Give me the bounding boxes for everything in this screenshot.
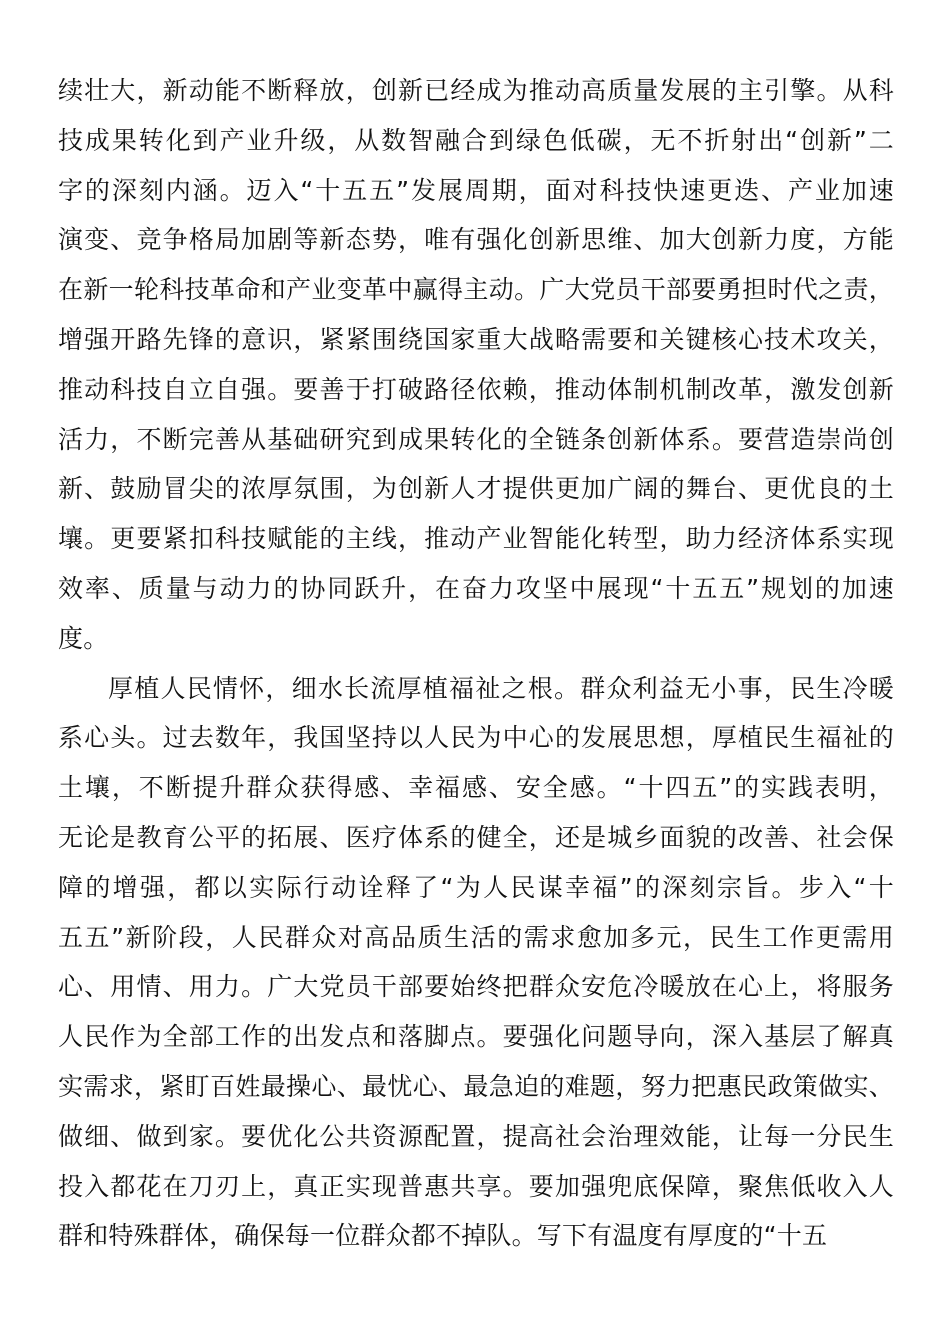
text-line: 字的深刻内涵。迈入“十五五”发展周期，面对科技快速更迭、产业加速 [58, 175, 894, 205]
text-line: 效率、质量与动力的协同跃升，在奋力攻坚中展现“十五五”规划的加速 [58, 573, 894, 603]
text-line: 度。 [58, 623, 109, 653]
text-line: 实需求，紧盯百姓最操心、最忧心、最急迫的难题，努力把惠民政策做实、 [58, 1071, 894, 1101]
text-line: 续壮大，新动能不断释放，创新已经成为推动高质量发展的主引擎。从科 [58, 76, 894, 105]
text-line: 增强开路先锋的意识，紧紧围绕国家重大战略需要和关键核心技术攻关， [58, 324, 894, 354]
text-line: 人民作为全部工作的出发点和落脚点。要强化问题导向，深入基层了解真 [58, 1022, 894, 1052]
body-text [58, 66, 894, 1261]
text-line: 壤。更要紧扣科技赋能的主线，推动产业智能化转型，助力经济体系实现 [58, 524, 894, 554]
text-line: 投入都花在刀刃上，真正实现普惠共享。要加强兜底保障，聚焦低收入人 [58, 1171, 894, 1201]
text-line: 活力，不断完善从基础研究到成果转化的全链条创新体系。要营造崇尚创 [58, 424, 894, 454]
text-line: 五五”新阶段，人民群众对高品质生活的需求愈加多元，民生工作更需用 [58, 922, 894, 952]
text-line: 障的增强，都以实际行动诠释了“为人民谋幸福”的深刻宗旨。步入“十 [58, 872, 894, 902]
text-line: 土壤，不断提升群众获得感、幸福感、安全感。“十四五”的实践表明， [58, 773, 894, 803]
text-line: 做细、做到家。要优化公共资源配置，提高社会治理效能，让每一分民生 [58, 1121, 894, 1151]
text-line: 技成果转化到产业升级，从数智融合到绿色低碳，无不折射出“创新”二 [58, 125, 894, 155]
paragraph-first-line: 厚植人民情怀，细水长流厚植福祉之根。群众利益无小事，民生冷暖 [108, 673, 894, 703]
text-line: 心、用情、用力。广大党员干部要始终把群众安危冷暖放在心上，将服务 [58, 972, 894, 1002]
text-line: 系心头。过去数年，我国坚持以人民为中心的发展思想，厚植民生福祉的 [58, 723, 894, 753]
text-line: 演变、竞争格局加剧等新态势，唯有强化创新思维、加大创新力度，方能 [58, 225, 894, 255]
text-line: 在新一轮科技革命和产业变革中赢得主动。广大党员干部要勇担时代之责， [58, 275, 894, 305]
text-line: 群和特殊群体，确保每一位群众都不掉队。写下有温度有厚度的“十五 [58, 1221, 828, 1251]
text-line: 推动科技自立自强。要善于打破路径依赖，推动体制机制改革，激发创新 [58, 374, 894, 404]
text-line: 新、鼓励冒尖的浓厚氛围，为创新人才提供更加广阔的舞台、更优良的土 [58, 474, 894, 504]
text-line: 无论是教育公平的拓展、医疗体系的健全，还是城乡面貌的改善、社会保 [58, 822, 894, 852]
